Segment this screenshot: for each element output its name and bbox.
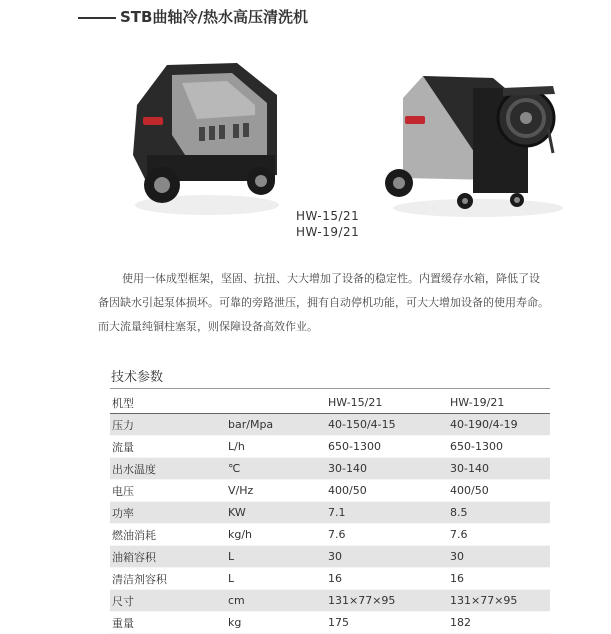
spec-model1-cell: 30-140: [324, 458, 446, 480]
header-label: 机型: [110, 392, 220, 414]
spec-label-cell: 油箱容积: [110, 546, 220, 568]
spec-label-cell: 尺寸: [110, 590, 220, 612]
machine-rear-image: [383, 68, 573, 220]
header-model-2: HW-19/21: [446, 392, 550, 414]
table-row: [110, 414, 550, 436]
spec-heading-rule: [110, 388, 550, 389]
spec-model2-cell: 400/50: [446, 480, 550, 502]
spec-unit-cell: L: [220, 546, 324, 568]
header-model-1: HW-15/21: [324, 392, 446, 414]
spec-label-cell: 重量: [110, 612, 220, 634]
spec-unit-cell: V/Hz: [220, 480, 324, 502]
spec-model1-cell: 7.6: [324, 524, 446, 546]
spec-model1-cell: 131×77×95: [324, 590, 446, 612]
spec-model2-cell: 8.5: [446, 502, 550, 524]
table-row: [110, 524, 550, 546]
spec-model2-cell: 7.6: [446, 524, 550, 546]
spec-label-cell: 功率: [110, 502, 220, 524]
spec-model2-cell: 16: [446, 568, 550, 590]
table-row: [110, 502, 550, 524]
product-description: [98, 267, 550, 339]
page-title: [78, 6, 308, 27]
description-text: 使用一体成型框架，坚固、抗扭、大大增加了设备的稳定性。内置缓存水箱，降低了设备因缺水引起泵体损坏。可靠的旁路泄压，拥有自动停机功能，可大大增加设备的使用寿命。而大流量纯铜柱塞泵，则保障设备高效作业。: [98, 272, 549, 333]
spec-model1-cell: 650-1300: [324, 436, 446, 458]
spec-unit-cell: kg: [220, 612, 324, 634]
table-row: [110, 612, 550, 634]
spec-unit-cell: ℃: [220, 458, 324, 480]
spec-unit-cell: cm: [220, 590, 324, 612]
spec-unit-cell: KW: [220, 502, 324, 524]
spec-table: [110, 392, 550, 634]
table-row: [110, 480, 550, 502]
spec-model1-cell: 175: [324, 612, 446, 634]
spec-label-cell: 燃油消耗: [110, 524, 220, 546]
spec-label-cell: 流量: [110, 436, 220, 458]
title-dash: [78, 17, 116, 19]
table-row: [110, 458, 550, 480]
machine-front-image: [127, 55, 282, 220]
spec-model1-cell: 7.1: [324, 502, 446, 524]
page-title-text: STB曲轴冷/热水高压清洗机: [120, 8, 308, 26]
spec-model2-cell: 131×77×95: [446, 590, 550, 612]
table-row: [110, 546, 550, 568]
spec-model2-cell: 182: [446, 612, 550, 634]
spec-label-cell: 清洁剂容积: [110, 568, 220, 590]
header-unit: [220, 392, 324, 414]
spec-unit-cell: L/h: [220, 436, 324, 458]
table-row: [110, 590, 550, 612]
spec-label-cell: 压力: [110, 414, 220, 436]
spec-model1-cell: 30: [324, 546, 446, 568]
spec-unit-cell: L: [220, 568, 324, 590]
spec-model2-cell: 30-140: [446, 458, 550, 480]
spec-model2-cell: 650-1300: [446, 436, 550, 458]
model-label-1: HW-15/21: [296, 209, 360, 223]
spec-label-cell: 电压: [110, 480, 220, 502]
spec-model1-cell: 40-150/4-15: [324, 414, 446, 436]
spec-header-row: [110, 392, 550, 414]
spec-model2-cell: 30: [446, 546, 550, 568]
spec-heading: 技术参数: [111, 370, 164, 385]
spec-model2-cell: 40-190/4-19: [446, 414, 550, 436]
table-row: [110, 436, 550, 458]
spec-unit-cell: kg/h: [220, 524, 324, 546]
spec-model1-cell: 400/50: [324, 480, 446, 502]
spec-model1-cell: 16: [324, 568, 446, 590]
model-label-2: HW-19/21: [296, 225, 360, 239]
spec-label-cell: 出水温度: [110, 458, 220, 480]
table-row: [110, 568, 550, 590]
spec-unit-cell: bar/Mpa: [220, 414, 324, 436]
